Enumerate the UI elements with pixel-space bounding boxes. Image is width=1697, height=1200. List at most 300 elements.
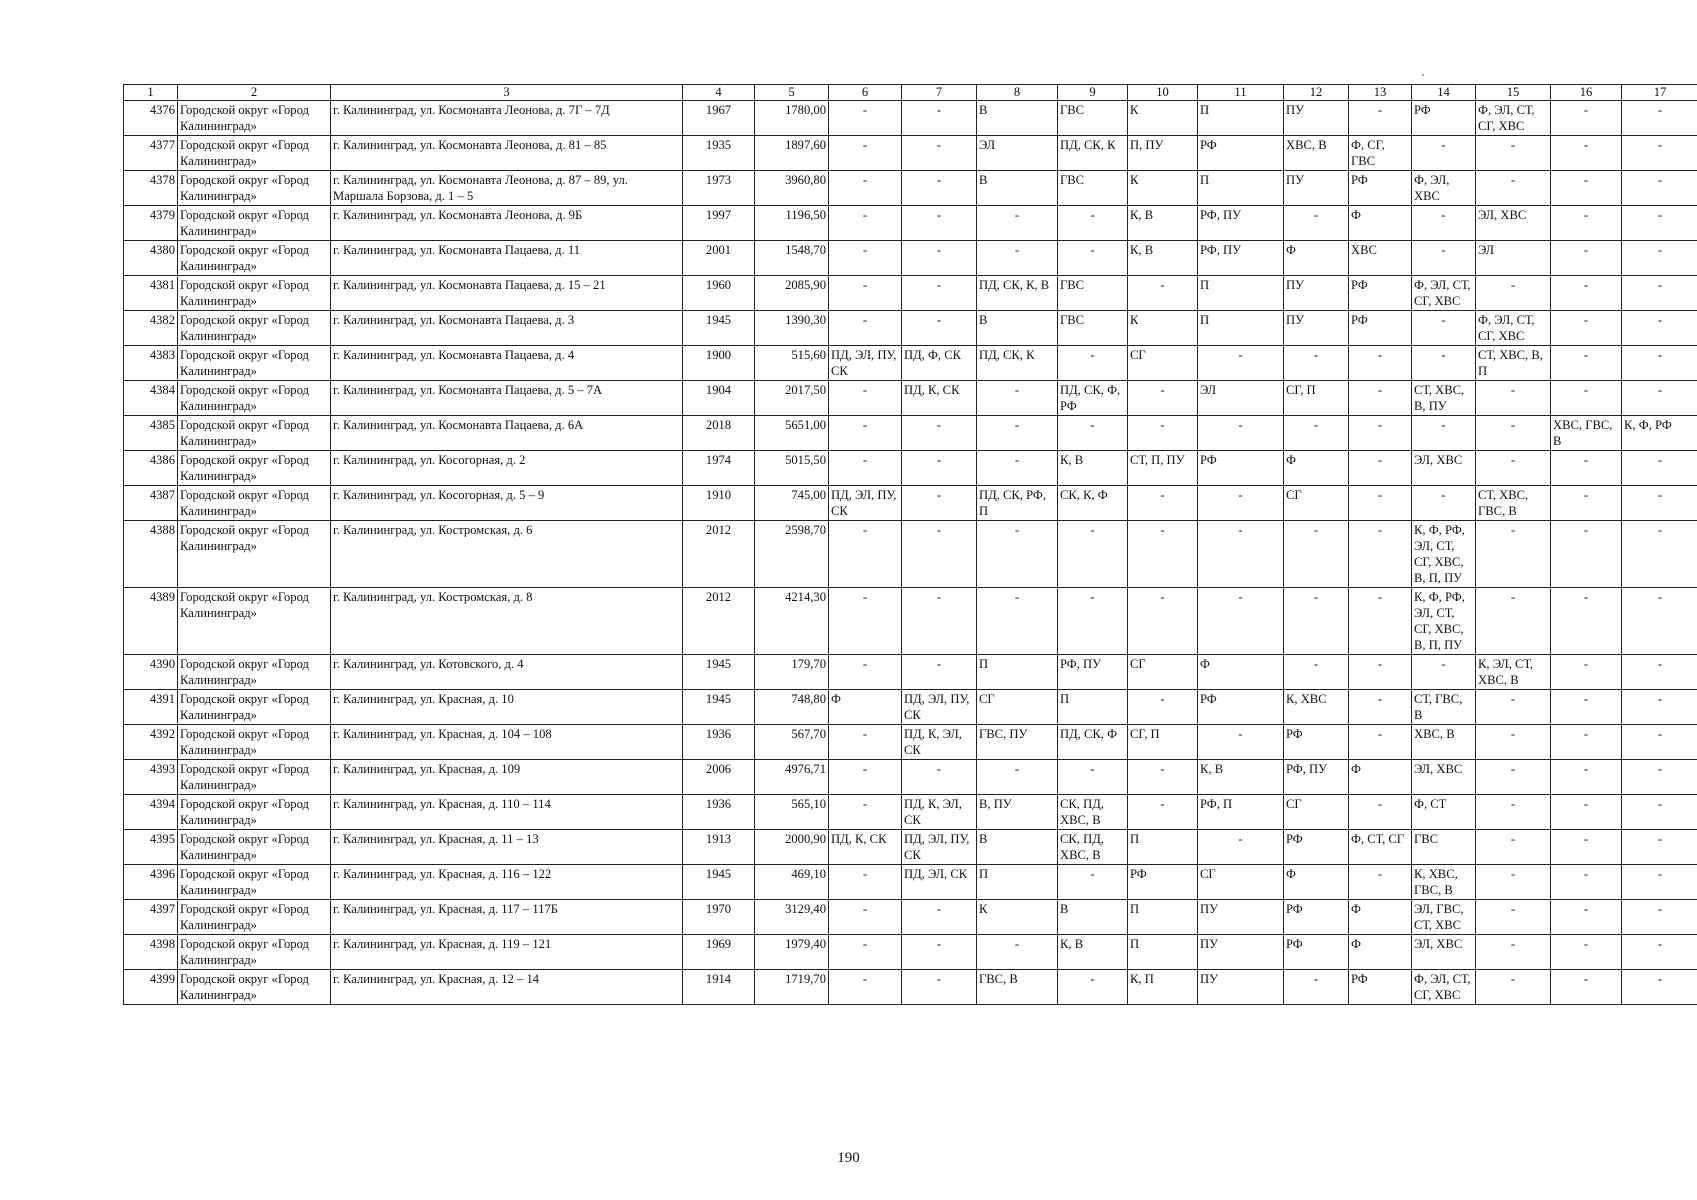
table-cell-col-11: - <box>1198 346 1284 381</box>
table-cell-col-6: - <box>829 865 902 900</box>
table-cell-col-10: - <box>1128 760 1198 795</box>
table-cell-col-16: - <box>1551 588 1622 655</box>
table-cell-col-6: ПД, ЭЛ, ПУ, СК <box>829 486 902 521</box>
table-cell-col-1: 4388 <box>124 521 178 588</box>
table-cell-col-1: 4397 <box>124 900 178 935</box>
table-cell-col-6: - <box>829 725 902 760</box>
table-cell-col-13: Ф, СТ, СГ <box>1349 830 1412 865</box>
table-cell-col-2: Городской округ «Город Калининград» <box>178 381 331 416</box>
table-cell-col-9: РФ, ПУ <box>1058 655 1128 690</box>
table-cell-col-4: 1945 <box>683 655 755 690</box>
table-cell-col-9: - <box>1058 206 1128 241</box>
table-cell-col-15: - <box>1476 276 1551 311</box>
table-cell-col-4: 2001 <box>683 241 755 276</box>
table-cell-col-11: РФ, П <box>1198 795 1284 830</box>
table-row <box>124 416 1697 451</box>
table-cell-col-7: ПД, К, ЭЛ, СК <box>902 795 977 830</box>
table-cell-col-4: 1936 <box>683 725 755 760</box>
table-cell-col-17: - <box>1622 451 1697 486</box>
column-header-3: 3 <box>331 85 683 101</box>
table-cell-col-17: - <box>1622 276 1697 311</box>
table-cell-col-5: 1719,70 <box>755 970 829 1005</box>
table-cell-col-3: г. Калининград, ул. Красная, д. 110 – 114 <box>331 795 683 830</box>
table-cell-col-16: - <box>1551 311 1622 346</box>
table-cell-col-9: ГВС <box>1058 101 1128 136</box>
table-cell-col-10: СГ <box>1128 655 1198 690</box>
table-cell-col-11: РФ <box>1198 451 1284 486</box>
table-cell-col-5: 3960,80 <box>755 171 829 206</box>
table-cell-col-15: ЭЛ, ХВС <box>1476 206 1551 241</box>
table-cell-col-12: - <box>1284 970 1349 1005</box>
table-cell-col-10: СТ, П, ПУ <box>1128 451 1198 486</box>
table-cell-col-16: - <box>1551 171 1622 206</box>
table-cell-col-10: - <box>1128 486 1198 521</box>
table-cell-col-7: - <box>902 521 977 588</box>
table-cell-col-17: - <box>1622 588 1697 655</box>
table-cell-col-12: ПУ <box>1284 171 1349 206</box>
column-header-15: 15 <box>1476 85 1551 101</box>
table-cell-col-3: г. Калининград, ул. Космонавта Леонова, д. 81 – 85 <box>331 136 683 171</box>
table-cell-col-6: - <box>829 171 902 206</box>
table-cell-col-4: 1997 <box>683 206 755 241</box>
table-cell-col-2: Городской округ «Город Калининград» <box>178 725 331 760</box>
table-cell-col-16: - <box>1551 101 1622 136</box>
table-cell-col-11: П <box>1198 311 1284 346</box>
table-cell-col-10: СГ, П <box>1128 725 1198 760</box>
table-row <box>124 451 1697 486</box>
table-cell-col-1: 4383 <box>124 346 178 381</box>
table-cell-col-14: Ф, ЭЛ, СТ, СГ, ХВС <box>1412 970 1476 1005</box>
table-cell-col-17: - <box>1622 136 1697 171</box>
table-cell-col-15: - <box>1476 416 1551 451</box>
table-cell-col-15: - <box>1476 970 1551 1005</box>
table-cell-col-1: 4378 <box>124 171 178 206</box>
table-cell-col-7: ПД, К, ЭЛ, СК <box>902 725 977 760</box>
table-cell-col-14: - <box>1412 206 1476 241</box>
table-cell-col-10: К, В <box>1128 206 1198 241</box>
table-cell-col-16: - <box>1551 970 1622 1005</box>
table-cell-col-5: 1897,60 <box>755 136 829 171</box>
table-cell-col-17: - <box>1622 690 1697 725</box>
table-cell-col-11: П <box>1198 101 1284 136</box>
table-cell-col-12: РФ, ПУ <box>1284 760 1349 795</box>
table-cell-col-8: - <box>977 588 1058 655</box>
table-row <box>124 935 1697 970</box>
column-header-17: 17 <box>1622 85 1697 101</box>
table-cell-col-10: П <box>1128 900 1198 935</box>
table-cell-col-13: Ф <box>1349 935 1412 970</box>
table-cell-col-4: 1913 <box>683 830 755 865</box>
table-cell-col-8: ПД, СК, РФ, П <box>977 486 1058 521</box>
table-row <box>124 760 1697 795</box>
table-cell-col-11: ПУ <box>1198 935 1284 970</box>
table-cell-col-9: ПД, СК, Ф, РФ <box>1058 381 1128 416</box>
table-cell-col-8: ПД, СК, К, В <box>977 276 1058 311</box>
table-cell-col-14: К, ХВС, ГВС, В <box>1412 865 1476 900</box>
table-cell-col-6: - <box>829 206 902 241</box>
table-cell-col-11: ЭЛ <box>1198 381 1284 416</box>
table-cell-col-11: РФ, ПУ <box>1198 241 1284 276</box>
table-cell-col-10: СГ <box>1128 346 1198 381</box>
table-cell-col-16: - <box>1551 276 1622 311</box>
table-cell-col-3: г. Калининград, ул. Космонавта Пацаева, д. 11 <box>331 241 683 276</box>
table-cell-col-11: ПУ <box>1198 900 1284 935</box>
table-cell-col-9: ГВС <box>1058 276 1128 311</box>
table-cell-col-3: г. Калининград, ул. Космонавта Пацаева, д. 4 <box>331 346 683 381</box>
table-cell-col-17: - <box>1622 101 1697 136</box>
table-cell-col-15: Ф, ЭЛ, СТ, СГ, ХВС <box>1476 101 1551 136</box>
table-cell-col-8: ГВС, ПУ <box>977 725 1058 760</box>
table-cell-col-3: г. Калининград, ул. Красная, д. 10 <box>331 690 683 725</box>
table-cell-col-11: - <box>1198 521 1284 588</box>
table-cell-col-1: 4384 <box>124 381 178 416</box>
table-cell-col-8: ЭЛ <box>977 136 1058 171</box>
table-row <box>124 588 1697 655</box>
table-cell-col-5: 1548,70 <box>755 241 829 276</box>
table-cell-col-14: - <box>1412 416 1476 451</box>
table-cell-col-15: - <box>1476 865 1551 900</box>
table-row <box>124 795 1697 830</box>
table-cell-col-12: ПУ <box>1284 311 1349 346</box>
table-cell-col-2: Городской округ «Город Калининград» <box>178 171 331 206</box>
table-cell-col-6: - <box>829 416 902 451</box>
table-cell-col-10: РФ <box>1128 865 1198 900</box>
table-cell-col-12: Ф <box>1284 451 1349 486</box>
table-cell-col-2: Городской округ «Город Калининград» <box>178 690 331 725</box>
table-cell-col-5: 5651,00 <box>755 416 829 451</box>
table-cell-col-16: - <box>1551 521 1622 588</box>
table-cell-col-7: - <box>902 900 977 935</box>
table-cell-col-15: Ф, ЭЛ, СТ, СГ, ХВС <box>1476 311 1551 346</box>
table-cell-col-13: - <box>1349 521 1412 588</box>
column-header-16: 16 <box>1551 85 1622 101</box>
table-cell-col-15: - <box>1476 795 1551 830</box>
table-cell-col-12: СГ <box>1284 486 1349 521</box>
table-cell-col-3: г. Калининград, ул. Красная, д. 12 – 14 <box>331 970 683 1005</box>
table-cell-col-1: 4385 <box>124 416 178 451</box>
table-cell-col-8: К <box>977 900 1058 935</box>
table-cell-col-17: К, Ф, РФ <box>1622 416 1697 451</box>
table-cell-col-4: 1904 <box>683 381 755 416</box>
table-cell-col-7: - <box>902 101 977 136</box>
table-cell-col-17: - <box>1622 935 1697 970</box>
table-cell-col-5: 2085,90 <box>755 276 829 311</box>
table-cell-col-2: Городской округ «Город Калининград» <box>178 900 331 935</box>
table-cell-col-17: - <box>1622 241 1697 276</box>
table-cell-col-3: г. Калининград, ул. Космонавта Леонова, д. 9Б <box>331 206 683 241</box>
table-cell-col-17: - <box>1622 725 1697 760</box>
table-cell-col-7: - <box>902 486 977 521</box>
table-cell-col-4: 1945 <box>683 865 755 900</box>
table-row <box>124 830 1697 865</box>
table-row <box>124 865 1697 900</box>
table-cell-col-12: К, ХВС <box>1284 690 1349 725</box>
table-cell-col-13: - <box>1349 486 1412 521</box>
table-cell-col-2: Городской округ «Город Калининград» <box>178 521 331 588</box>
table-cell-col-3: г. Калининград, ул. Красная, д. 116 – 122 <box>331 865 683 900</box>
table-cell-col-7: - <box>902 451 977 486</box>
table-cell-col-5: 4214,30 <box>755 588 829 655</box>
table-cell-col-14: Ф, ЭЛ, ХВС <box>1412 171 1476 206</box>
table-cell-col-6: ПД, ЭЛ, ПУ, СК <box>829 346 902 381</box>
table-cell-col-3: г. Калининград, ул. Косогорная, д. 5 – 9 <box>331 486 683 521</box>
table-cell-col-8: ПД, СК, К <box>977 346 1058 381</box>
table-row <box>124 521 1697 588</box>
table-cell-col-12: - <box>1284 588 1349 655</box>
table-row <box>124 690 1697 725</box>
table-cell-col-9: - <box>1058 970 1128 1005</box>
table-cell-col-4: 2012 <box>683 521 755 588</box>
table-cell-col-15: СТ, ХВС, В, П <box>1476 346 1551 381</box>
table-cell-col-8: В <box>977 311 1058 346</box>
table-cell-col-14: - <box>1412 241 1476 276</box>
table-cell-col-5: 748,80 <box>755 690 829 725</box>
table-cell-col-10: - <box>1128 795 1198 830</box>
table-cell-col-8: В <box>977 830 1058 865</box>
table-cell-col-15: К, ЭЛ, СТ, ХВС, В <box>1476 655 1551 690</box>
table-cell-col-11: РФ, ПУ <box>1198 206 1284 241</box>
table-cell-col-5: 1979,40 <box>755 935 829 970</box>
table-cell-col-8: П <box>977 865 1058 900</box>
table-cell-col-7: ПД, Ф, СК <box>902 346 977 381</box>
table-cell-col-16: ХВС, ГВС, В <box>1551 416 1622 451</box>
table-cell-col-3: г. Калининград, ул. Косогорная, д. 2 <box>331 451 683 486</box>
table-cell-col-10: - <box>1128 690 1198 725</box>
table-cell-col-2: Городской округ «Город Калининград» <box>178 760 331 795</box>
table-cell-col-13: Ф <box>1349 206 1412 241</box>
table-cell-col-11: П <box>1198 171 1284 206</box>
table-cell-col-13: - <box>1349 346 1412 381</box>
table-cell-col-13: - <box>1349 451 1412 486</box>
table-cell-col-2: Городской округ «Город Калининград» <box>178 486 331 521</box>
table-cell-col-16: - <box>1551 381 1622 416</box>
table-cell-col-17: - <box>1622 381 1697 416</box>
table-cell-col-16: - <box>1551 655 1622 690</box>
table-cell-col-10: П <box>1128 935 1198 970</box>
table-cell-col-4: 1936 <box>683 795 755 830</box>
table-cell-col-13: - <box>1349 655 1412 690</box>
table-cell-col-12: РФ <box>1284 900 1349 935</box>
table-cell-col-4: 1960 <box>683 276 755 311</box>
table-cell-col-4: 1970 <box>683 900 755 935</box>
table-cell-col-3: г. Калининград, ул. Красная, д. 104 – 108 <box>331 725 683 760</box>
table-cell-col-16: - <box>1551 451 1622 486</box>
table-cell-col-6: - <box>829 381 902 416</box>
table-cell-col-7: - <box>902 276 977 311</box>
table-cell-col-10: К <box>1128 311 1198 346</box>
table-cell-col-1: 4376 <box>124 101 178 136</box>
table-cell-col-4: 1914 <box>683 970 755 1005</box>
header-row <box>124 85 1697 101</box>
table-cell-col-2: Городской округ «Город Калининград» <box>178 935 331 970</box>
table-cell-col-2: Городской округ «Город Калининград» <box>178 276 331 311</box>
table-cell-col-14: ХВС, В <box>1412 725 1476 760</box>
table-cell-col-8: СГ <box>977 690 1058 725</box>
table-cell-col-12: Ф <box>1284 241 1349 276</box>
table-cell-col-8: - <box>977 241 1058 276</box>
table-cell-col-2: Городской округ «Город Калининград» <box>178 970 331 1005</box>
table-cell-col-14: К, Ф, РФ, ЭЛ, СТ, СГ, ХВС, В, П, ПУ <box>1412 521 1476 588</box>
table-cell-col-1: 4377 <box>124 136 178 171</box>
table-cell-col-5: 515,60 <box>755 346 829 381</box>
table-cell-col-8: ГВС, В <box>977 970 1058 1005</box>
table-cell-col-12: СГ <box>1284 795 1349 830</box>
table-cell-col-1: 4386 <box>124 451 178 486</box>
table-cell-col-13: РФ <box>1349 970 1412 1005</box>
table-cell-col-6: - <box>829 451 902 486</box>
table-cell-col-14: ЭЛ, ГВС, СТ, ХВС <box>1412 900 1476 935</box>
table-cell-col-12: - <box>1284 416 1349 451</box>
table-cell-col-8: - <box>977 381 1058 416</box>
table-cell-col-5: 2598,70 <box>755 521 829 588</box>
table-cell-col-3: г. Калининград, ул. Космонавта Леонова, д. 7Г – 7Д <box>331 101 683 136</box>
table-cell-col-1: 4393 <box>124 760 178 795</box>
table-cell-col-15: - <box>1476 690 1551 725</box>
table-cell-col-12: - <box>1284 206 1349 241</box>
table-cell-col-14: ГВС <box>1412 830 1476 865</box>
table-cell-col-15: - <box>1476 588 1551 655</box>
table-cell-col-4: 1967 <box>683 101 755 136</box>
table-cell-col-4: 2012 <box>683 588 755 655</box>
table-cell-col-7: ПД, К, СК <box>902 381 977 416</box>
table-cell-col-2: Городской округ «Город Калининград» <box>178 655 331 690</box>
table-cell-col-16: - <box>1551 900 1622 935</box>
table-cell-col-8: - <box>977 451 1058 486</box>
table-row <box>124 900 1697 935</box>
table-cell-col-15: - <box>1476 451 1551 486</box>
table-cell-col-13: - <box>1349 725 1412 760</box>
table-cell-col-2: Городской округ «Город Калининград» <box>178 136 331 171</box>
table-cell-col-5: 567,70 <box>755 725 829 760</box>
table-cell-col-13: - <box>1349 795 1412 830</box>
table-cell-col-14: - <box>1412 136 1476 171</box>
table-cell-col-9: - <box>1058 760 1128 795</box>
table-cell-col-6: - <box>829 970 902 1005</box>
table-cell-col-10: П, ПУ <box>1128 136 1198 171</box>
table-cell-col-1: 4392 <box>124 725 178 760</box>
table-cell-col-13: - <box>1349 416 1412 451</box>
table-cell-col-7: - <box>902 171 977 206</box>
table-cell-col-17: - <box>1622 486 1697 521</box>
table-cell-col-6: - <box>829 241 902 276</box>
table-cell-col-2: Городской округ «Город Калининград» <box>178 241 331 276</box>
table-cell-col-2: Городской округ «Город Калининград» <box>178 101 331 136</box>
table-cell-col-6: - <box>829 136 902 171</box>
table-cell-col-8: В <box>977 101 1058 136</box>
table-cell-col-14: ЭЛ, ХВС <box>1412 760 1476 795</box>
table-cell-col-11: К, В <box>1198 760 1284 795</box>
table-cell-col-14: СТ, ГВС, В <box>1412 690 1476 725</box>
table-cell-col-10: - <box>1128 416 1198 451</box>
table-cell-col-7: - <box>902 241 977 276</box>
table-cell-col-9: СК, К, Ф <box>1058 486 1128 521</box>
table-cell-col-6: - <box>829 311 902 346</box>
table-cell-col-1: 4380 <box>124 241 178 276</box>
table-cell-col-5: 469,10 <box>755 865 829 900</box>
table-cell-col-5: 179,70 <box>755 655 829 690</box>
table-cell-col-6: - <box>829 795 902 830</box>
table-cell-col-9: - <box>1058 241 1128 276</box>
table-cell-col-9: П <box>1058 690 1128 725</box>
table-cell-col-16: - <box>1551 795 1622 830</box>
table-row <box>124 241 1697 276</box>
table-cell-col-11: - <box>1198 830 1284 865</box>
table-cell-col-11: - <box>1198 588 1284 655</box>
table-row <box>124 136 1697 171</box>
column-header-5: 5 <box>755 85 829 101</box>
table-cell-col-12: - <box>1284 521 1349 588</box>
table-cell-col-8: - <box>977 521 1058 588</box>
table-cell-col-1: 4394 <box>124 795 178 830</box>
table-cell-col-11: РФ <box>1198 136 1284 171</box>
table-cell-col-13: - <box>1349 588 1412 655</box>
table-cell-col-14: Ф, ЭЛ, СТ, СГ, ХВС <box>1412 276 1476 311</box>
table-cell-col-7: - <box>902 655 977 690</box>
table-cell-col-6: - <box>829 935 902 970</box>
table-cell-col-1: 4396 <box>124 865 178 900</box>
table-cell-col-10: К <box>1128 101 1198 136</box>
table-cell-col-4: 2006 <box>683 760 755 795</box>
table-cell-col-8: - <box>977 760 1058 795</box>
table-cell-col-5: 745,00 <box>755 486 829 521</box>
table-cell-col-14: К, Ф, РФ, ЭЛ, СТ, СГ, ХВС, В, П, ПУ <box>1412 588 1476 655</box>
table-cell-col-9: ГВС <box>1058 311 1128 346</box>
column-header-11: 11 <box>1198 85 1284 101</box>
table-cell-col-13: Ф <box>1349 900 1412 935</box>
table-cell-col-12: ПУ <box>1284 276 1349 311</box>
table-cell-col-5: 5015,50 <box>755 451 829 486</box>
table-cell-col-9: В <box>1058 900 1128 935</box>
table-cell-col-10: - <box>1128 521 1198 588</box>
table-cell-col-1: 4390 <box>124 655 178 690</box>
table-cell-col-13: РФ <box>1349 276 1412 311</box>
table-cell-col-17: - <box>1622 900 1697 935</box>
table-cell-col-1: 4395 <box>124 830 178 865</box>
table-cell-col-10: - <box>1128 276 1198 311</box>
table-cell-col-11: П <box>1198 276 1284 311</box>
table-cell-col-1: 4382 <box>124 311 178 346</box>
table-cell-col-10: - <box>1128 381 1198 416</box>
table-cell-col-11: СГ <box>1198 865 1284 900</box>
table-cell-col-14: СТ, ХВС, В, ПУ <box>1412 381 1476 416</box>
table-cell-col-6: - <box>829 101 902 136</box>
table-row <box>124 206 1697 241</box>
table-cell-col-13: - <box>1349 381 1412 416</box>
table-cell-col-12: ХВС, В <box>1284 136 1349 171</box>
table-cell-col-9: ПД, СК, К <box>1058 136 1128 171</box>
table-cell-col-9: К, В <box>1058 451 1128 486</box>
table-row <box>124 276 1697 311</box>
table-cell-col-6: - <box>829 588 902 655</box>
table-cell-col-2: Городской округ «Город Калининград» <box>178 451 331 486</box>
table-row <box>124 725 1697 760</box>
table-cell-col-6: ПД, К, СК <box>829 830 902 865</box>
buildings-table <box>123 84 1697 1005</box>
column-header-10: 10 <box>1128 85 1198 101</box>
table-cell-col-14: ЭЛ, ХВС <box>1412 935 1476 970</box>
table-cell-col-7: - <box>902 970 977 1005</box>
table-cell-col-2: Городской округ «Город Калининград» <box>178 795 331 830</box>
column-header-2: 2 <box>178 85 331 101</box>
scan-speck <box>1422 74 1424 76</box>
table-row <box>124 486 1697 521</box>
table-cell-col-16: - <box>1551 865 1622 900</box>
table-cell-col-15: - <box>1476 830 1551 865</box>
table-cell-col-12: СГ, П <box>1284 381 1349 416</box>
table-cell-col-2: Городской округ «Город Калининград» <box>178 865 331 900</box>
table-cell-col-7: ПД, ЭЛ, ПУ, СК <box>902 830 977 865</box>
table-cell-col-1: 4399 <box>124 970 178 1005</box>
